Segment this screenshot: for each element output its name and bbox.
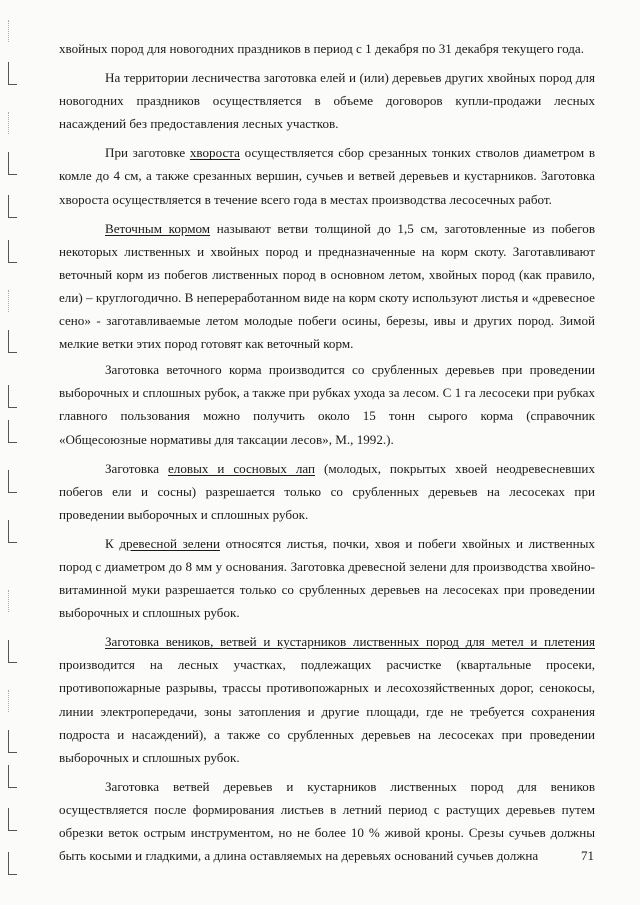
- binding-mark: [8, 520, 17, 543]
- binding-mark: [8, 20, 17, 42]
- paragraph: [59, 532, 595, 624]
- paragraph: [59, 37, 595, 60]
- paragraph-text: осуществляется сбор срезанных тонких стволов диаметром в комле до 4 см, а также срезанных вершин, сучьев и ветвей деревьев и кустарников. Заготовка хвороста осуществляется в течение всего года в местах производства лесосечных работ.: [59, 145, 595, 207]
- document-body: [59, 37, 595, 873]
- binding-mark: [8, 470, 17, 493]
- binding-mark: [8, 195, 17, 218]
- binding-mark: [8, 808, 17, 831]
- binding-mark: [8, 590, 17, 612]
- paragraph: [59, 141, 595, 210]
- binding-mark: [8, 112, 17, 134]
- paragraph-text: На территории лесничества заготовка елей и (или) деревьев других хвойных пород для новогодних праздников осуществляется в объеме договоров купли-продажи лесных насаждений без предоставления лесных участков.: [59, 70, 595, 132]
- binding-mark: [8, 420, 17, 443]
- paragraph-text: (молодых, покрытых хвоей неодревесневших побегов ели и сосны) разрешается только со срубленных деревьев на лесосеках при проведении выборочных и сплошных рубок.: [59, 460, 595, 522]
- paragraph: [59, 457, 595, 526]
- binding-mark: [8, 852, 17, 875]
- term-underlined: древесной зелени: [119, 535, 220, 551]
- binding-mark: [8, 62, 17, 85]
- page-number: 71: [581, 848, 594, 863]
- paragraph-text: называют ветви толщиной до 1,5 см, заготовленные из побегов некоторых лиственных и хвойных пород и предназначенные на корм скоту. Заготавливают веточный корм из побегов лиственных пород в основном летом, хвойных пород (как правило, ели) – круглогодично. В непереработанном виде на корм скоту используют листья и «древесное сено» - заготавливаемые летом молодые побеги осины, березы, ивы и других пород. Зимой мелкие ветки этих пород готовят как веточный корм.: [59, 220, 595, 352]
- paragraph-text: Заготовка: [105, 460, 168, 476]
- paragraph: [59, 66, 595, 135]
- binding-mark: [8, 290, 17, 312]
- paragraph-text: относятся листья, почки, хвоя и побеги хвойных и лиственных пород с диаметром до 8 мм у основания. Заготовка древесной зелени для производства хвойно-витаминной муки разрешается только со срубленных деревьев на лесосеках при проведении выборочных и сплошных рубок.: [59, 535, 595, 621]
- binding-mark: [8, 765, 17, 788]
- binding-mark: [8, 640, 17, 663]
- binding-mark: [8, 152, 17, 175]
- paragraph-text: При заготовке: [105, 145, 190, 161]
- paragraph-text: Заготовка веточного корма производится со срубленных деревьев при проведении выборочных и сплошных рубок, а также при рубках ухода за лесом. С 1 га лесосеки при рубках главного пользования можно получить около 15 тонн сырого корма (справочник «Общесоюзные нормативы для таксации лесов», М., 1992.).: [59, 362, 595, 447]
- paragraph: [59, 358, 595, 450]
- term-underlined: Заготовка веников, ветвей и кустарников лиственных пород для метел и плетения: [105, 634, 595, 650]
- term-underlined: еловых и сосновых лап: [168, 460, 316, 476]
- paragraph: [59, 217, 595, 356]
- binding-mark: [8, 330, 17, 353]
- paragraph-text: производится на лесных участках, подлежащих расчистке (квартальные просеки, противопожарные разрывы, трассы противопожарных и лесохозяйственных дорог, сенокосы, линии электропередачи, зоны затопления и другие площади, где не требуется сохранения подроста и насаждений), а также со срубленных деревьев на лесосеках при проведении выборочных и сплошных рубок.: [59, 657, 595, 765]
- binding-mark: [8, 385, 17, 408]
- paragraph-text: Заготовка ветвей деревьев и кустарников лиственных пород для веников осуществляется после формирования листьев в летний период с растущих деревьев путем обрезки веток острым инструментом, но не более 10 % живой кроны. Срезы сучьев должны быть косыми и гладкими, а длина оставляемых на деревьях оснований сучьев должна: [59, 778, 595, 864]
- binding-mark: [8, 690, 17, 712]
- paragraph-text: К: [105, 535, 120, 551]
- term-underlined: Веточным кормом: [105, 220, 211, 236]
- binding-mark: [8, 240, 17, 263]
- binding-margin: [0, 0, 30, 905]
- paragraph-text: хвойных пород для новогодних праздников в период с 1 декабря по 31 декабря текущего года.: [59, 41, 585, 56]
- term-underlined: хвороста: [189, 145, 240, 161]
- paragraph: [59, 630, 595, 769]
- paragraph: [59, 775, 595, 867]
- binding-mark: [8, 730, 17, 753]
